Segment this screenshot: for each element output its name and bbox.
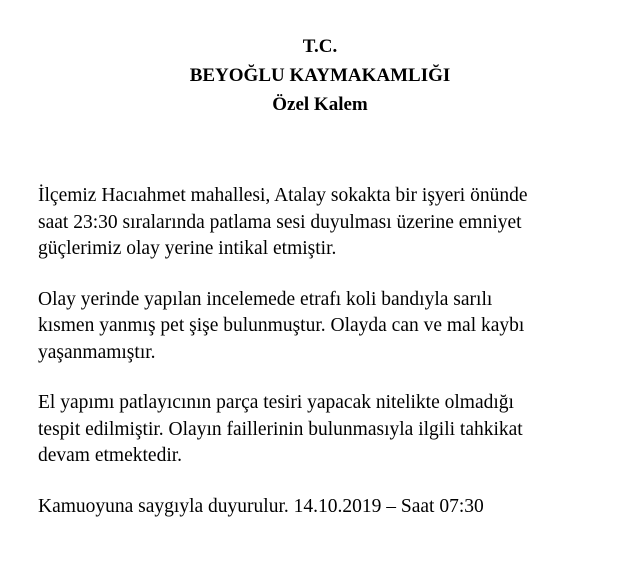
header-institution: BEYOĞLU KAYMAKAMLIĞI — [189, 65, 451, 86]
closing-statement: Kamuoyuna saygıyla duyurulur. 14.10.2019 – Saat 07:30 — [38, 495, 484, 517]
header-tc: T.C. — [302, 36, 338, 57]
document-header — [0, 32, 640, 119]
header-department: Özel Kalem — [272, 94, 368, 115]
paragraph-2 — [38, 287, 610, 367]
paragraph-line: İlçemiz Hacıahmet mahallesi, Atalay sokakta bir işyeri önünde — [38, 185, 528, 206]
document-body — [38, 183, 610, 520]
paragraph-line: güçlerimiz olay yerine intikal etmiştir. — [38, 238, 337, 259]
paragraph-line: yaşanmamıştır. — [38, 341, 156, 363]
paragraph-line: devam etmektedir. — [38, 445, 183, 466]
paragraph-line: tespit edilmiştir. Olayın faillerinin bulunmasıyla ilgili tahkikat — [38, 418, 523, 440]
paragraph-3 — [38, 390, 610, 470]
paragraph-line: saat 23:30 sıralarında patlama sesi duyulması üzerine emniyet — [38, 211, 522, 233]
paragraph-line: El yapımı patlayıcının parça tesiri yapacak nitelikte olmadığı — [38, 392, 514, 413]
paragraph-line: kısmen yanmış pet şişe bulunmuştur. Olayda can ve mal kaybı — [38, 315, 525, 336]
paragraph-1 — [38, 183, 610, 263]
paragraph-line: Olay yerinde yapılan incelemede etrafı koli bandıyla sarılı — [38, 288, 493, 310]
